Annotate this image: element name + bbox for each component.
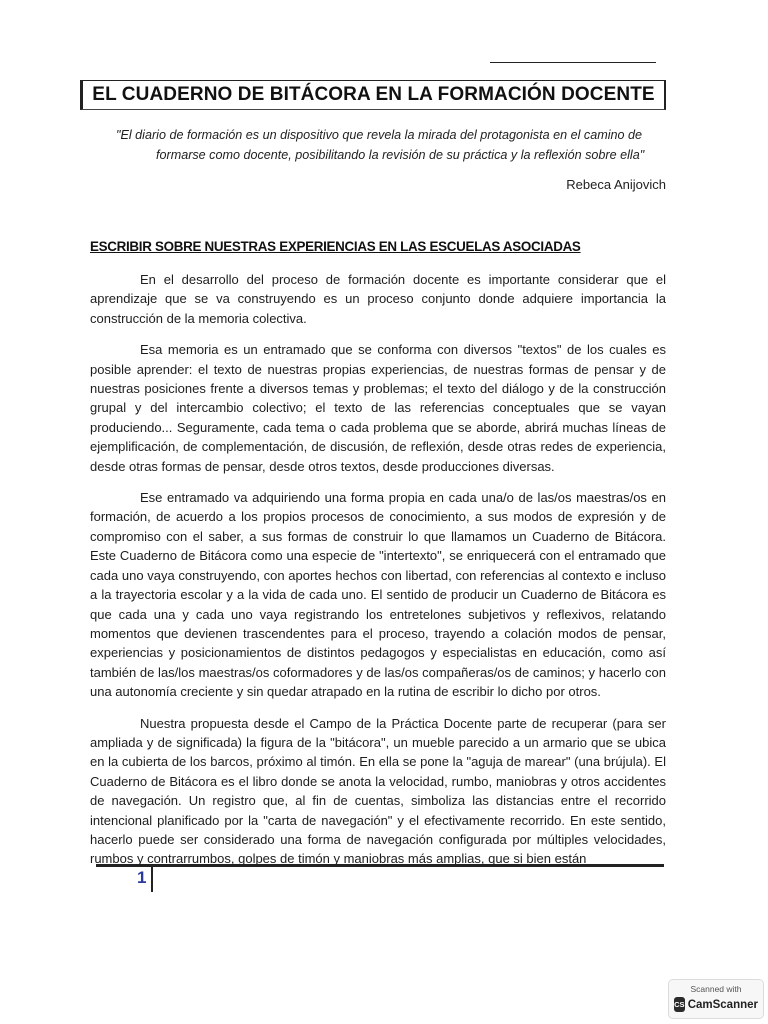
- title-box: [80, 80, 666, 110]
- paragraph-3: Ese entramado va adquiriendo una forma propia en cada una/o de las/os maestras/os en formación, de acuerdo a los propios procesos de conocimiento, a sus modos de expresión y de compromiso con el saber, a sus formas de construir lo que llamamos un Cuaderno de Bitácora. Este Cuaderno de Bitácora como una especie de "intertexto", se enriquecerá con el entramado que cada uno vaya construyendo, con aportes hechos con libertad, con referencias al contexto e incluso a la trayectoria escolar y a la vida de cada uno. El sentido de producir un Cuaderno de Bitácora es que cada una y cada uno vaya registrando los entretelones subjetivos y reflexivos, relatando momentos que devienen trascendentes para el proceso, trayendo a colación modos de pensar, experiencias y posicionamientos de distintos pedagogos y especialistas en educación, como así también de las/los maestras/os coformadores y de las/os compañeras/os de caminos; y hacerlo con una autonomía creciente y sin quedar atrapado en la rutina de escribir lo dicho por otros.: [90, 490, 666, 700]
- paragraph-2: Esa memoria es un entramado que se conforma con diversos "textos" de los cuales es posible aprender: el texto de nuestras propias experiencias, de nuestras formas de pensar y de nuestras posiciones frente a diversos temas y problemas; el texto del diálogo y de la construcción grupal y del intercambio colectivo; el texto de las referencias conceptuales que se vayan produciendo... Seguramente, cada tema o cada problema que se aborde, abrirá muchas líneas de ejemplificación, de complementación, de discusión, de reflexión, desde otras redes de experiencia, desde otras formas de pensar, desde otros textos, desde producciones diversas.: [90, 342, 666, 474]
- scanner-brand-name: CamScanner: [687, 998, 758, 1011]
- footer-rule: [96, 864, 664, 867]
- epigraph-line-1: "El diario de formación es un dispositivo que revela la mirada del protagonista en el camino de: [116, 128, 643, 142]
- paragraph-4: Nuestra propuesta desde el Campo de la Práctica Docente parte de recuperar (para ser ampliada y de significada) la figura de la "bitácora", un mueble parecido a un armario que se ubica en la cubierta de los barcos, próximo al timón. En ella se pone la "aguja de marear" (una brújula). El Cuaderno de Bitácora es el libro donde se anota la velocidad, rumbo, maniobras y otros accidentes de navegación. Un registro que, al fin de cuentas, simboliza las distancias entre el recorrido intencional planificado por la "carta de navegación" y el efectivamente recorrido. En este sentido, hacerlo puede ser considerado una forma de navegación configurada por múltiples velocidades, rumbos y contrarrumbos, golpes de timón y maniobras más amplias, que si bien están: [90, 715, 666, 867]
- scanner-watermark-badge: [668, 979, 764, 1019]
- scanned-with-caption: Scanned with: [690, 984, 742, 994]
- top-rule: [490, 62, 656, 63]
- scanner-brand-row: [674, 997, 758, 1012]
- epigraph-line-2: formarse como docente, posibilitando la revisión de su práctica y la reflexión sobre ella": [156, 148, 645, 162]
- camscanner-logo-icon: CS: [674, 997, 685, 1012]
- section-heading: ESCRIBIR SOBRE NUESTRAS EXPERIENCIAS EN LAS ESCUELAS ASOCIADAS: [90, 239, 581, 254]
- body-text: [90, 270, 666, 881]
- page-number: 1: [137, 868, 147, 887]
- document-title: EL CUADERNO DE BITÁCORA EN LA FORMACIÓN DOCENTE: [92, 84, 655, 105]
- paragraph-1: En el desarrollo del proceso de formación docente es importante considerar que el aprendizaje que se va construyendo es un proceso conjunto donde adquiere importancia la construcción de la memoria colectiva.: [90, 272, 666, 326]
- page-number-divider: [151, 866, 153, 892]
- epigraph-author: Rebeca Anijovich: [566, 177, 666, 192]
- epigraph-quote: [116, 125, 664, 165]
